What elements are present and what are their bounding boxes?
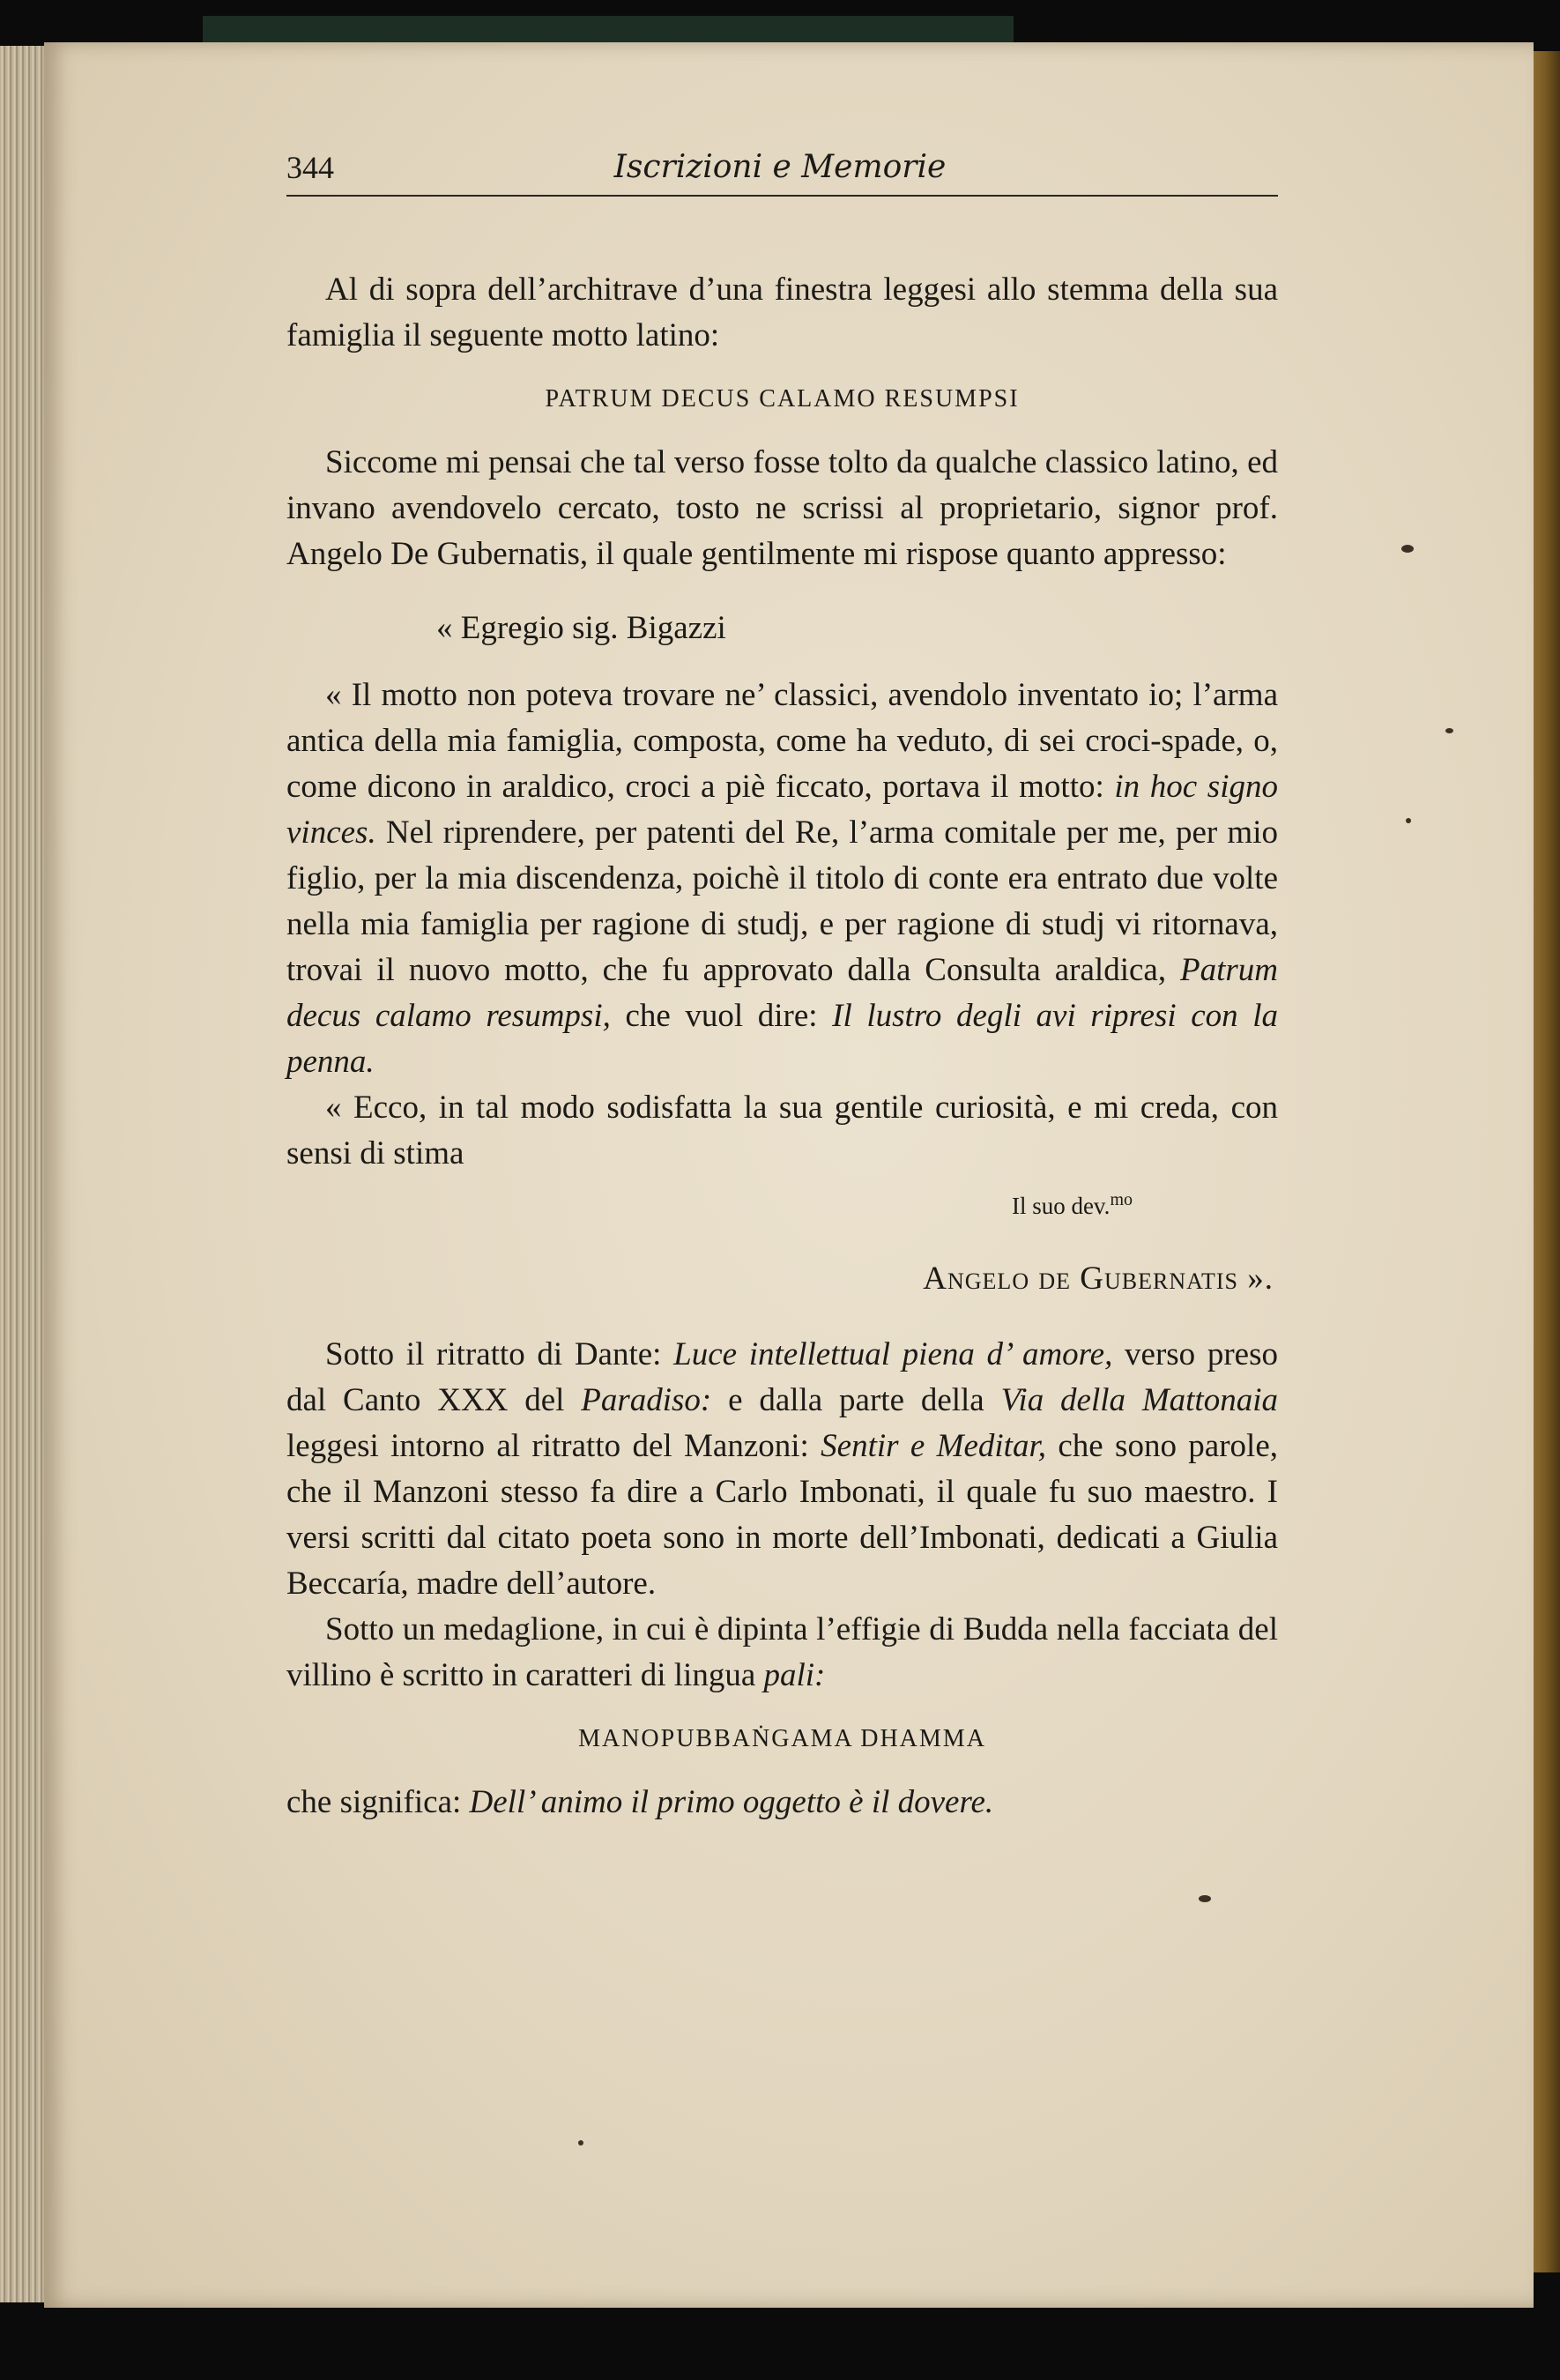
letter-text: « Il motto non poteva trovare ne’ classici, avendolo inventato io; l’arma antica della mia famiglia, composta, come ha veduto, di sei croci-spade, o, come dicono in araldico, croci a piè ficcato, portava il motto: xyxy=(286,677,1278,805)
letter-italic: Il lustro degli avi ripresi con la penna. xyxy=(286,998,1279,1080)
paper-speck xyxy=(1406,818,1411,823)
paragraph-inquiry: Siccome mi pensai che tal verso fosse tolto da qualche classico latino, ed invano avendovelo cercato, tosto ne scrissi al proprietario, signor prof. Angelo De Gubernatis, il quale gentilmente mi rispose quanto appresso: xyxy=(286,444,1278,572)
letter-paragraph-2: « Ecco, in tal modo sodisfatta la sua gentile curiosità, e mi creda, con sensi di stima xyxy=(286,1090,1278,1171)
letter-text: Nel riprendere, per patenti del Re, l’arma comitale per me, per mio figlio, per la mia discendenza, poichè il titolo di conte era entrato due volte nella mia famiglia per ragione di studj, e per ragione di studj vi ritornava, trovai il nuovo motto, che fu approvato dalla Consulta araldica, xyxy=(286,814,1278,988)
page-edges xyxy=(0,46,49,2302)
para-italic: Paradiso: xyxy=(581,1382,712,1418)
para-text: verso preso dal Canto XXX del xyxy=(286,1336,1278,1418)
paper-speck xyxy=(1199,1895,1211,1902)
running-head xyxy=(286,128,1331,185)
paragraph-dante xyxy=(286,1332,1278,1607)
letter-closing xyxy=(286,1182,1278,1223)
para-text: Sotto un medaglione, in cui è dipinta l’effigie di Budda nella facciata del villino è scritto in caratteri di lingua xyxy=(286,1611,1278,1693)
header-rule xyxy=(286,195,1278,197)
letter-text: che vuol dire: xyxy=(610,998,833,1034)
motto-pali: MANOPUBBAṄGAMA DHAMMA xyxy=(578,1725,986,1752)
para-text: e dalla parte della xyxy=(711,1382,1001,1418)
para-text: leggesi intorno al ritratto del Manzoni: xyxy=(286,1428,821,1464)
paragraph-intro: Al di sopra dell’architrave d’una finestra leggesi allo stemma della sua famiglia il seguente motto latino: xyxy=(286,271,1278,353)
para-text: che significa: xyxy=(286,1784,470,1820)
paper-speck xyxy=(1445,728,1453,733)
running-title: Iscrizioni e Memorie xyxy=(613,149,947,185)
para-italic: pali: xyxy=(763,1657,826,1693)
para-text: Sotto il ritratto di Dante: xyxy=(325,1336,674,1372)
closing-superscript: mo xyxy=(1110,1190,1133,1209)
paper-speck xyxy=(1401,545,1414,553)
letter-italic: Patrum decus calamo resumpsi, xyxy=(286,952,1278,1034)
letter-paragraph-1 xyxy=(286,673,1278,1085)
para-italic: Dell’ animo il primo oggetto è il dovere. xyxy=(469,1784,994,1820)
page-body xyxy=(286,267,1278,1826)
paper-speck xyxy=(578,2140,583,2146)
letter-italic: in hoc signo vinces. xyxy=(286,769,1278,851)
page-content xyxy=(286,128,1331,1820)
paragraph-meaning xyxy=(286,1780,1278,1826)
closing-text: Il suo dev. xyxy=(1011,1193,1111,1219)
motto-latin: PATRUM DECUS CALAMO RESUMPSI xyxy=(545,385,1020,413)
letter-signature: Angelo de Gubernatis ». xyxy=(923,1261,1274,1297)
para-italic: Via della Mattonaia xyxy=(1000,1382,1278,1418)
paragraph-medallion xyxy=(286,1607,1278,1699)
page-number: 344 xyxy=(286,150,334,185)
para-italic: Sentir e Meditar, xyxy=(821,1428,1047,1464)
book-cover-strip xyxy=(203,16,1014,42)
para-italic: Luce intellettual piena d’ amore, xyxy=(673,1336,1113,1372)
letter-salutation: « Egregio sig. Bigazzi xyxy=(436,610,726,646)
para-text: che sono parole, che il Manzoni stesso fa dire a Carlo Imbonati, il quale fu suo maestro. I versi scritti dal citato poeta sono in morte dell’Imbonati, dedicati a Giulia Beccaría, madre dell’autore. xyxy=(286,1428,1278,1602)
